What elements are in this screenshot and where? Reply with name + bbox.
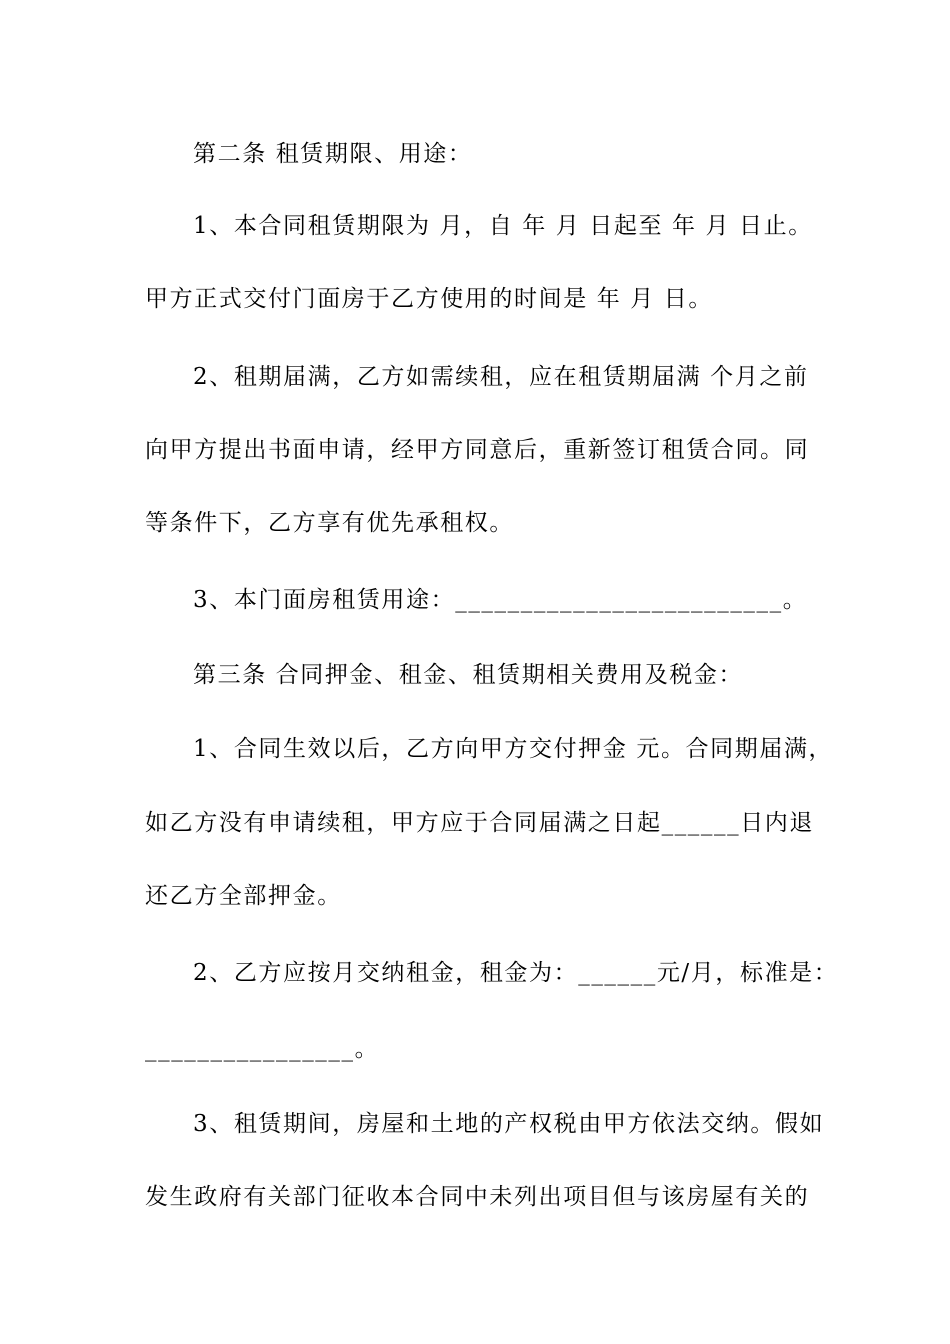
paragraph-line: 等条件下，乙方享有优先承租权。 [145,510,514,536]
paragraph-line: 1、本合同租赁期限为 月，自 年 月 日起至 年 月 日止。 [193,213,813,239]
paragraph-line: 向甲方提出书面申请，经甲方同意后，重新签订租赁合同。同 [145,437,810,463]
paragraph-line: 2、租期届满，乙方如需续租，应在租赁期届满 个月之前 [193,364,809,390]
article-3-heading: 第三条 合同押金、租金、租赁期相关费用及税金： [193,662,744,688]
paragraph-line: 3、本门面房租赁用途：_________________________。 [193,587,808,613]
paragraph-line: 3、租赁期间，房屋和土地的产权税由甲方依法交纳。假如 [193,1111,825,1137]
paragraph-line: 1、合同生效以后，乙方向甲方交付押金 元。合同期届满， [193,736,834,762]
paragraph-line: 如乙方没有申请续租，甲方应于合同届满之日起______日内退 [145,810,814,836]
paragraph-line: 2、乙方应按月交纳租金，租金为：______元/月，标准是： [193,960,839,986]
article-2-heading: 第二条 租赁期限、用途： [193,141,473,167]
paragraph-line: ________________。 [145,1036,380,1062]
paragraph-line: 还乙方全部押金。 [145,883,342,909]
paragraph-line: 甲方正式交付门面房于乙方使用的时间是 年 月 日。 [145,286,713,312]
paragraph-line: 发生政府有关部门征收本合同中未列出项目但与该房屋有关的 [145,1184,810,1210]
